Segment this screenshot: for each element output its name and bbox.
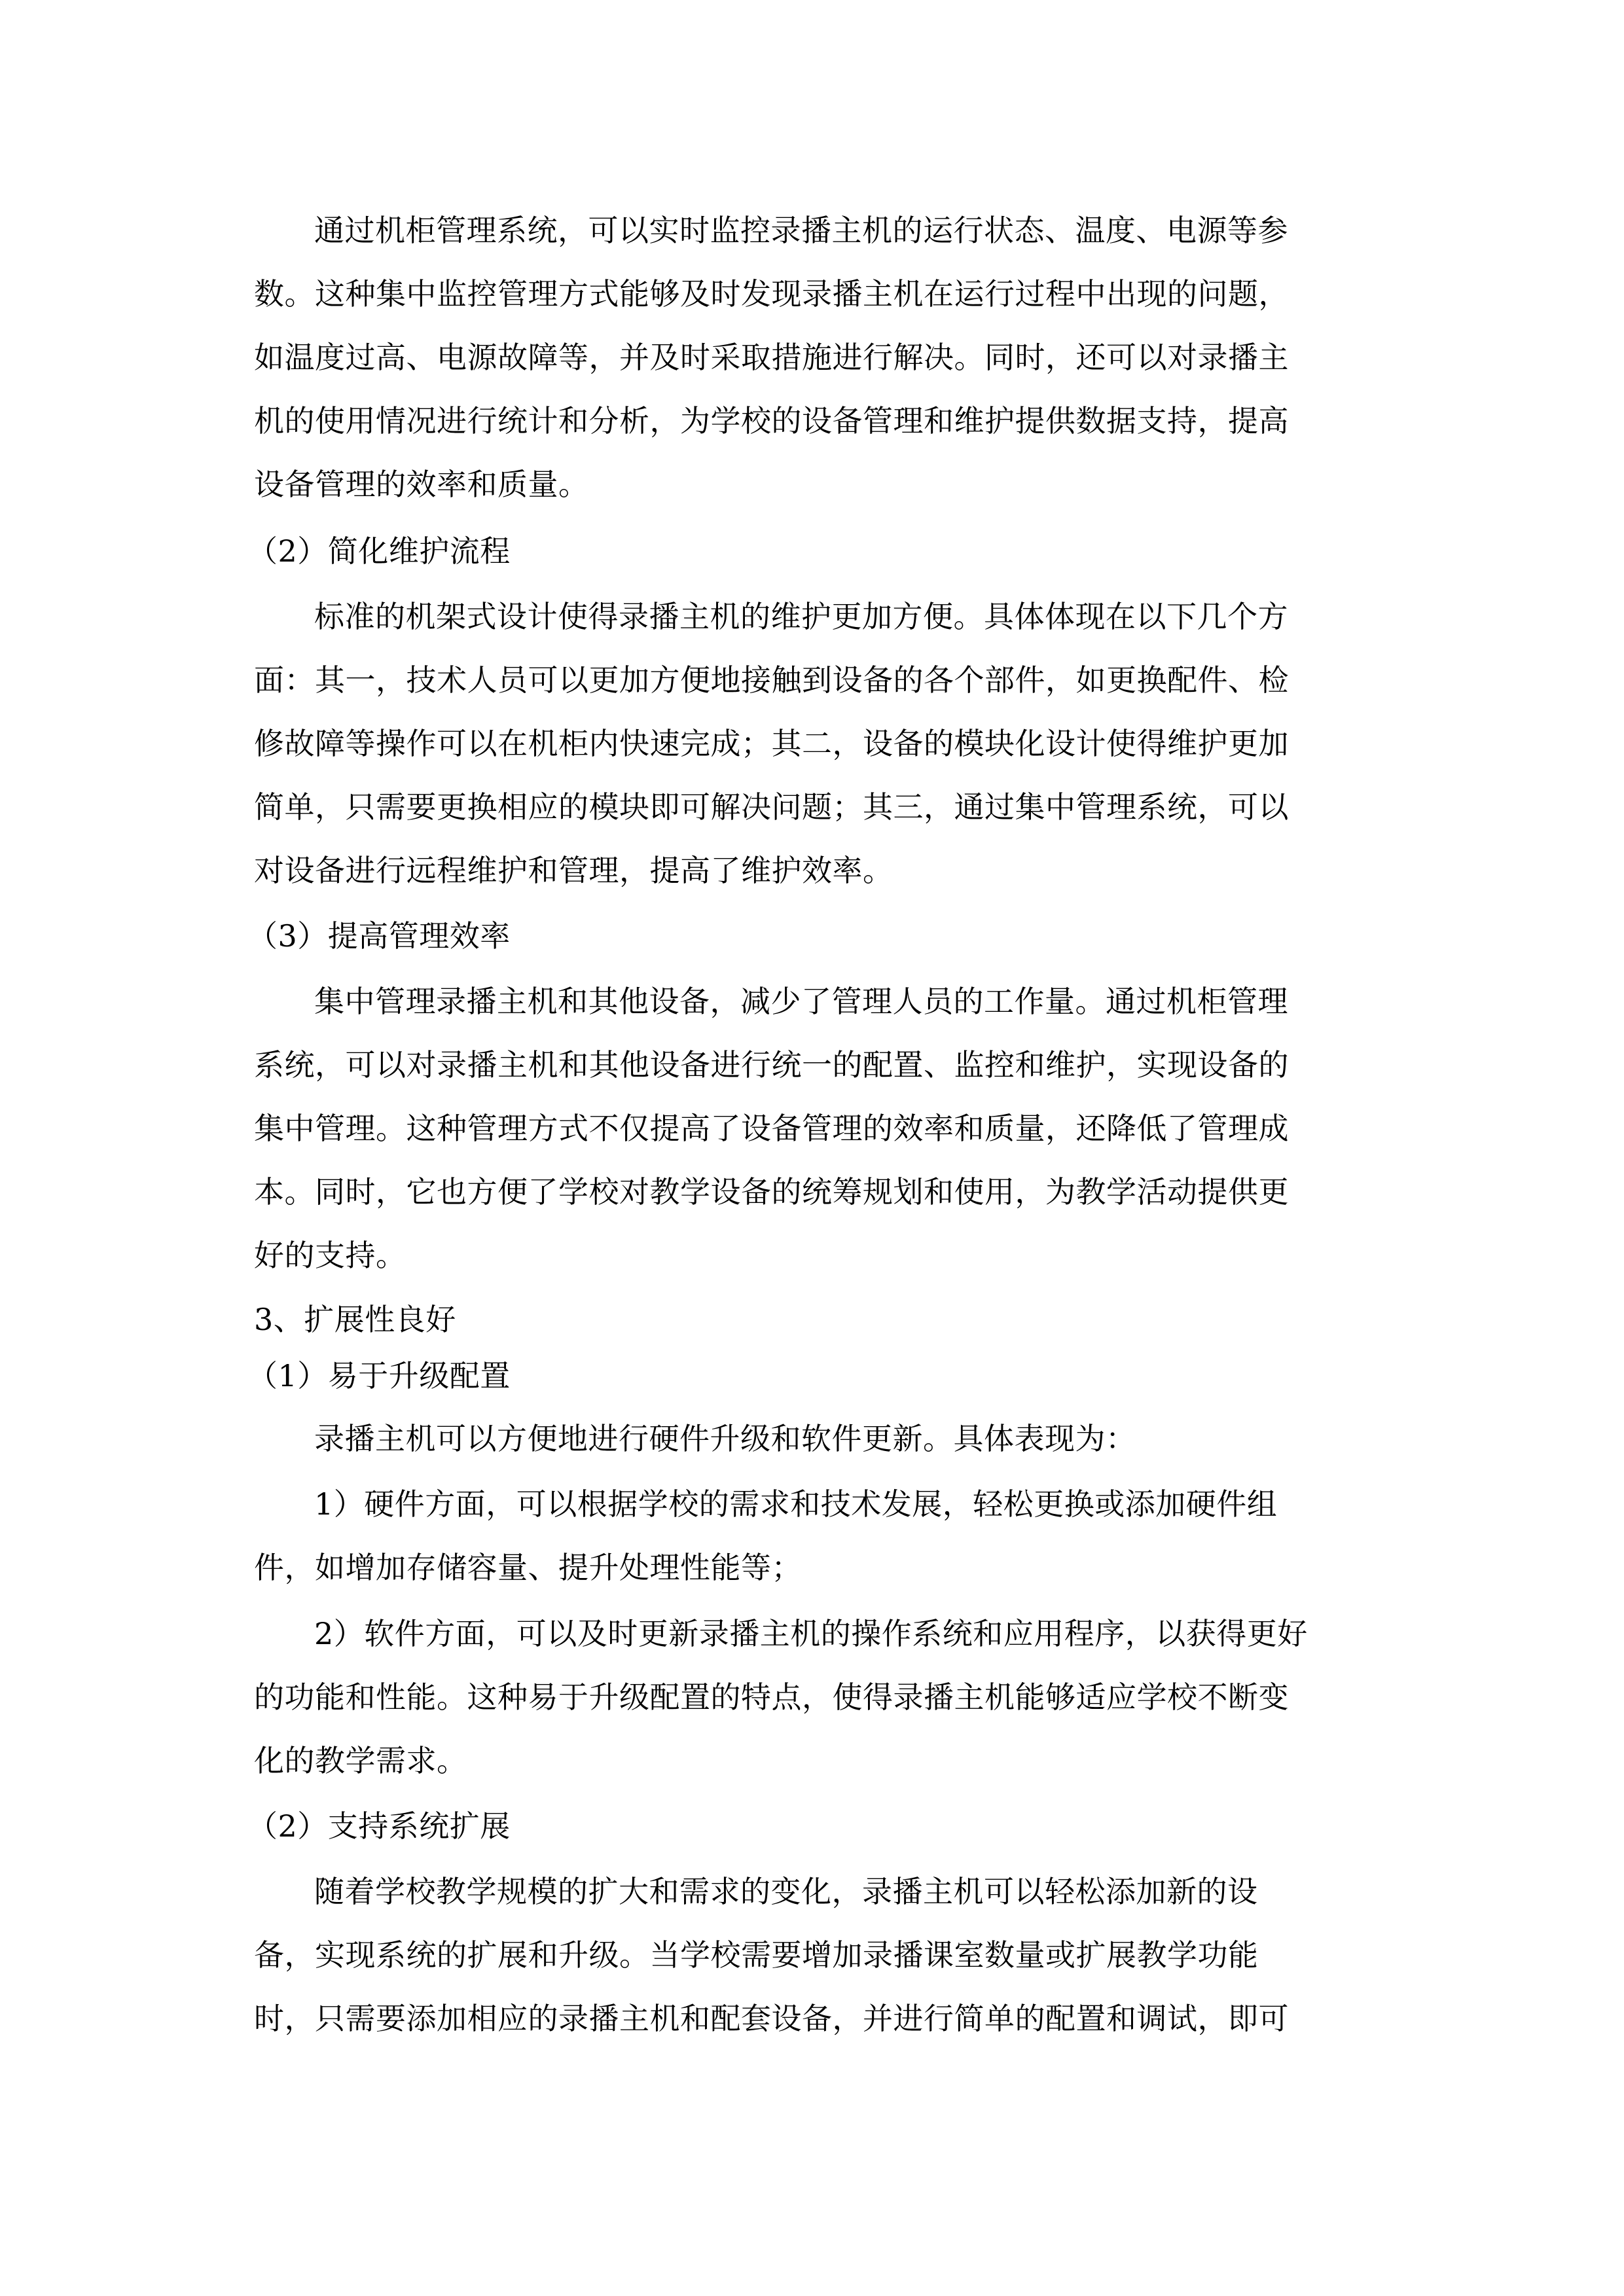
paragraph-line: 2）软件方面，可以及时更新录播主机的操作系统和应用程序，以获得更好 xyxy=(314,1616,1308,1651)
section-heading: （2）支持系统扩展 xyxy=(247,1808,511,1844)
paragraph-line: 随着学校教学规模的扩大和需求的变化，录播主机可以轻松添加新的设 xyxy=(314,1874,1258,1909)
paragraph-line: 的功能和性能。这种易于升级配置的特点，使得录播主机能够适应学校不断变 xyxy=(254,1679,1289,1715)
section-heading: （3）提高管理效率 xyxy=(247,918,511,954)
paragraph-line: 件，如增加存储容量、提升处理性能等； xyxy=(254,1550,802,1585)
paragraph-line: 标准的机架式设计使得录播主机的维护更加方便。具体体现在以下几个方 xyxy=(314,599,1288,634)
section-heading: （1）易于升级配置 xyxy=(247,1358,511,1393)
paragraph-line: 通过机柜管理系统，可以实时监控录播主机的运行状态、温度、电源等参 xyxy=(314,213,1288,248)
paragraph-line: 设备管理的效率和质量。 xyxy=(254,467,589,502)
paragraph-line: 集中管理录播主机和其他设备，减少了管理人员的工作量。通过机柜管理 xyxy=(314,984,1288,1019)
paragraph-line: 时，只需要添加相应的录播主机和配套设备，并进行简单的配置和调试，即可 xyxy=(254,2001,1289,2036)
paragraph-line: 化的教学需求。 xyxy=(254,1743,467,1778)
paragraph-line: 集中管理。这种管理方式不仅提高了设备管理的效率和质量，还降低了管理成 xyxy=(254,1111,1289,1146)
paragraph-line: 机的使用情况进行统计和分析，为学校的设备管理和维护提供数据支持，提高 xyxy=(254,403,1289,439)
paragraph-line: 备，实现系统的扩展和升级。当学校需要增加录播课室数量或扩展教学功能 xyxy=(254,1937,1259,1973)
paragraph-line: 录播主机可以方便地进行硬件升级和软件更新。具体表现为： xyxy=(314,1421,1136,1456)
paragraph-line: 系统，可以对录播主机和其他设备进行统一的配置、监控和维护，实现设备的 xyxy=(254,1047,1289,1083)
paragraph-line: 1）硬件方面，可以根据学校的需求和技术发展，轻松更换或添加硬件组 xyxy=(314,1486,1278,1522)
paragraph-line: 修故障等操作可以在机柜内快速完成；其二，设备的模块化设计使得维护更加 xyxy=(254,726,1289,761)
paragraph-line: 简单，只需要更换相应的模块即可解决问题；其三，通过集中管理系统，可以 xyxy=(254,789,1289,825)
paragraph-line: 如温度过高、电源故障等，并及时采取措施进行解决。同时，还可以对录播主 xyxy=(254,340,1289,375)
paragraph-line: 对设备进行远程维护和管理，提高了维护效率。 xyxy=(254,853,893,888)
paragraph-line: 数。这种集中监控管理方式能够及时发现录播主机在运行过程中出现的问题， xyxy=(254,276,1289,312)
paragraph-line: 面：其一，技术人员可以更加方便地接触到设备的各个部件，如更换配件、检 xyxy=(254,662,1289,698)
section-heading: 3、扩展性良好 xyxy=(254,1302,456,1337)
section-heading: （2）简化维护流程 xyxy=(247,533,511,569)
paragraph-line: 好的支持。 xyxy=(254,1238,406,1273)
paragraph-line: 本。同时，它也方便了学校对教学设备的统筹规划和使用，为教学活动提供更 xyxy=(254,1174,1289,1210)
